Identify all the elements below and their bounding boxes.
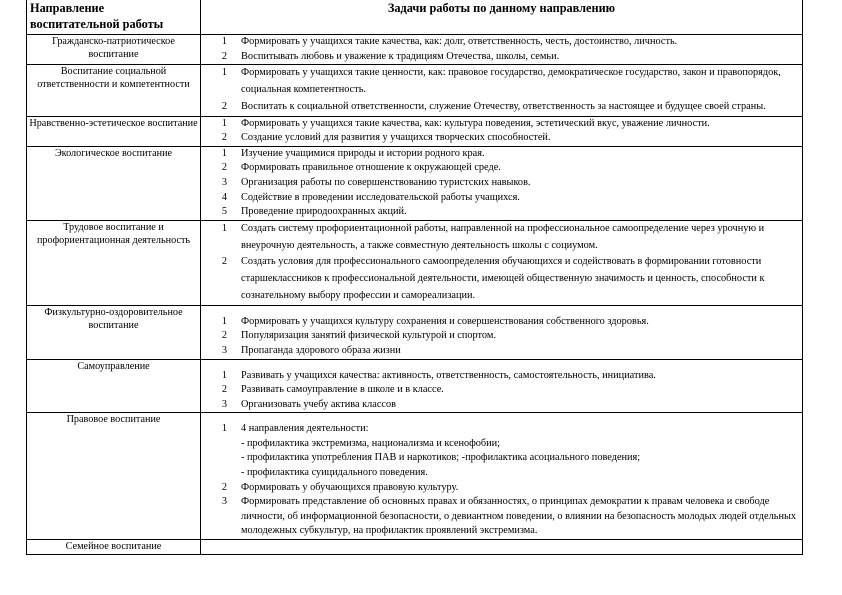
task-item (201, 315, 800, 330)
task-number: 3 (221, 398, 227, 410)
task-text: Воспитать к социальной ответственности, служение Отечеству, ответственность за настоящее и будущее своей страны. (241, 100, 766, 112)
task-text-block (227, 161, 800, 176)
task-item (201, 344, 800, 359)
table-header-row (27, 0, 803, 35)
task-text: Формировать у учащихся такие качества, как: культура поведения, эстетический вкус, уважение личности. (241, 117, 710, 129)
document-page (26, 0, 802, 555)
table-row (27, 35, 803, 65)
table-row (27, 146, 803, 220)
task-text: Формировать у учащихся такие качества, как: долг, ответственность, честь, достоинство, личность. (241, 36, 678, 47)
task-number: 1 (221, 315, 227, 327)
header-direction: Направление воспитательной работы (27, 0, 201, 35)
task-text-block (227, 147, 800, 162)
task-item (201, 50, 800, 65)
task-number: 3 (221, 176, 227, 188)
task-number: 1 (221, 147, 227, 159)
task-number: 1 (221, 423, 227, 435)
tasks-cell (201, 220, 803, 305)
header-tasks: Задачи работы по данному направлению (201, 0, 803, 35)
task-text: Формировать у учащихся культуру сохранения и совершенствования собственного здоровья. (241, 315, 649, 327)
task-number: 2 (221, 50, 227, 62)
direction-cell: Гражданско-патриотическое воспитание (27, 35, 201, 65)
task-number: 1 (221, 222, 227, 234)
table-row (27, 116, 803, 146)
task-text: Популяризация занятий физической культурой и спортом. (241, 330, 496, 342)
tasks-cell (201, 540, 803, 555)
task-text-block (227, 50, 800, 65)
direction-cell: Семейное воспитание (27, 540, 201, 555)
tasks-cell (201, 413, 803, 540)
task-item (201, 383, 800, 398)
table-row (27, 305, 803, 359)
task-number: 3 (221, 496, 227, 508)
task-text: 4 направления деятельности: (241, 423, 369, 435)
task-number: 4 (221, 191, 227, 203)
task-item (201, 176, 800, 191)
task-text: Изучение учащимися природы и истории родного края. (241, 147, 485, 159)
task-text-block (227, 65, 800, 99)
task-item (201, 254, 800, 304)
task-text-block (227, 398, 800, 413)
task-text-block (227, 422, 800, 480)
table-row (27, 413, 803, 540)
task-text-block (227, 191, 800, 206)
task-item (201, 65, 800, 99)
task-text: Организовать учебу актива классов (241, 398, 397, 410)
task-text: Формировать представление об основных правах и обязанностях, о принципах демократии к правам человека и свободе личности, об информационной безопасности, о девиантном поведении, о влиянии на безопасность молодых людей отдельных молодежных субкультур, на профилактик проявлений экстремизма. (241, 496, 797, 537)
task-item (201, 117, 800, 132)
task-text-block (227, 35, 800, 50)
cell-spacer (201, 360, 800, 369)
table-body (27, 35, 803, 555)
education-directions-table (26, 0, 803, 555)
task-text-block (227, 315, 800, 330)
task-subitem: - профилактика суицидального поведения. (241, 467, 428, 479)
task-number: 5 (221, 206, 227, 218)
task-text: Развивать у учащихся качества: активность, ответственность, самостоятельность, инициатива. (241, 369, 656, 381)
table-row (27, 540, 803, 555)
tasks-cell (201, 359, 803, 413)
table-row (27, 220, 803, 305)
tasks-cell (201, 35, 803, 65)
task-item (201, 422, 800, 480)
task-item (201, 35, 800, 50)
task-item (201, 481, 800, 496)
task-text-block (227, 481, 800, 496)
task-item (201, 398, 800, 413)
task-number: 1 (221, 67, 227, 79)
task-text: Формировать у обучающихся правовую культуру. (241, 481, 459, 493)
task-text: Организация работы по совершенствованию туристских навыков. (241, 176, 531, 188)
task-text: Содействие в проведении исследовательской работы учащихся. (241, 191, 520, 203)
cell-spacer (201, 413, 800, 422)
table-row (27, 65, 803, 116)
task-text: Развивать самоуправление в школе и в классе. (241, 384, 444, 396)
direction-cell: Нравственно-эстетическое воспитание (27, 116, 201, 146)
task-text-block (227, 131, 800, 146)
task-item (201, 161, 800, 176)
task-text: Воспитывать любовь и уважение к традициям Отечества, школы, семьи. (241, 50, 560, 62)
task-subitem: - профилактика экстремизма, национализма и ксенофобии; (241, 437, 501, 449)
table-row (27, 359, 803, 413)
direction-cell: Физкультурно-оздоровительное воспитание (27, 305, 201, 359)
task-text-block (227, 99, 800, 116)
tasks-cell (201, 146, 803, 220)
task-number: 3 (221, 344, 227, 356)
task-subitem: - профилактика употребления ПАВ и наркотиков; -профилактика асоциального поведения; (241, 452, 641, 464)
task-number: 2 (221, 162, 227, 174)
task-text-block (227, 329, 800, 344)
task-item (201, 131, 800, 146)
task-item (201, 191, 800, 206)
task-text-block (227, 344, 800, 359)
task-item (201, 329, 800, 344)
cell-spacer (201, 306, 800, 315)
task-text-block (227, 383, 800, 398)
task-text-block (227, 254, 800, 304)
task-item (201, 495, 800, 539)
task-number: 2 (221, 384, 227, 396)
task-text-block (227, 176, 800, 191)
task-text: Создать систему профориентационной работы, направленной на профессиональное самоопределение через урочную и внеурочную деятельность, а также совместную деятельность школы с социумом. (241, 222, 765, 251)
task-text-block (227, 205, 800, 220)
tasks-cell (201, 116, 803, 146)
direction-cell: Воспитание социальной ответственности и компетентности (27, 65, 201, 116)
tasks-cell (201, 305, 803, 359)
task-text: Формировать правильное отношение к окружающей среде. (241, 162, 501, 174)
task-text: Создать условия для профессионального самоопределения обучающихся и содействовать в формировании готовности старшеклассников к профессиональной деятельности, имеющей общественную значимость и ценность, способности к сознательному выбору профессии и самореализации. (241, 256, 765, 301)
task-text-block (227, 495, 800, 539)
task-text: Проведение природоохранных акций. (241, 206, 407, 218)
task-text: Пропаганда здорового образа жизни (241, 344, 401, 356)
tasks-cell (201, 65, 803, 116)
task-text-block (227, 117, 800, 132)
task-number: 2 (221, 256, 227, 268)
task-item (201, 221, 800, 255)
empty-tasks (201, 540, 800, 554)
task-item (201, 369, 800, 384)
task-number: 2 (221, 100, 227, 112)
direction-cell: Трудовое воспитание и профориентационная деятельность (27, 220, 201, 305)
task-number: 2 (221, 481, 227, 493)
task-number: 1 (221, 369, 227, 381)
direction-cell: Экологическое воспитание (27, 146, 201, 220)
task-text: Создание условий для развития у учащихся творческих способностей. (241, 132, 551, 144)
task-number: 2 (221, 330, 227, 342)
direction-cell: Самоуправление (27, 359, 201, 413)
task-text-block (227, 369, 800, 384)
task-number: 2 (221, 132, 227, 144)
direction-cell: Правовое воспитание (27, 413, 201, 540)
task-text: Формировать у учащихся такие ценности, как: правовое государство, демократическое государство, закон и правопорядок, социальная компетентность. (241, 67, 781, 95)
task-item (201, 99, 800, 116)
task-text-block (227, 221, 800, 255)
task-item (201, 147, 800, 162)
task-item (201, 205, 800, 220)
task-number: 1 (221, 36, 227, 47)
task-number: 1 (221, 117, 227, 129)
